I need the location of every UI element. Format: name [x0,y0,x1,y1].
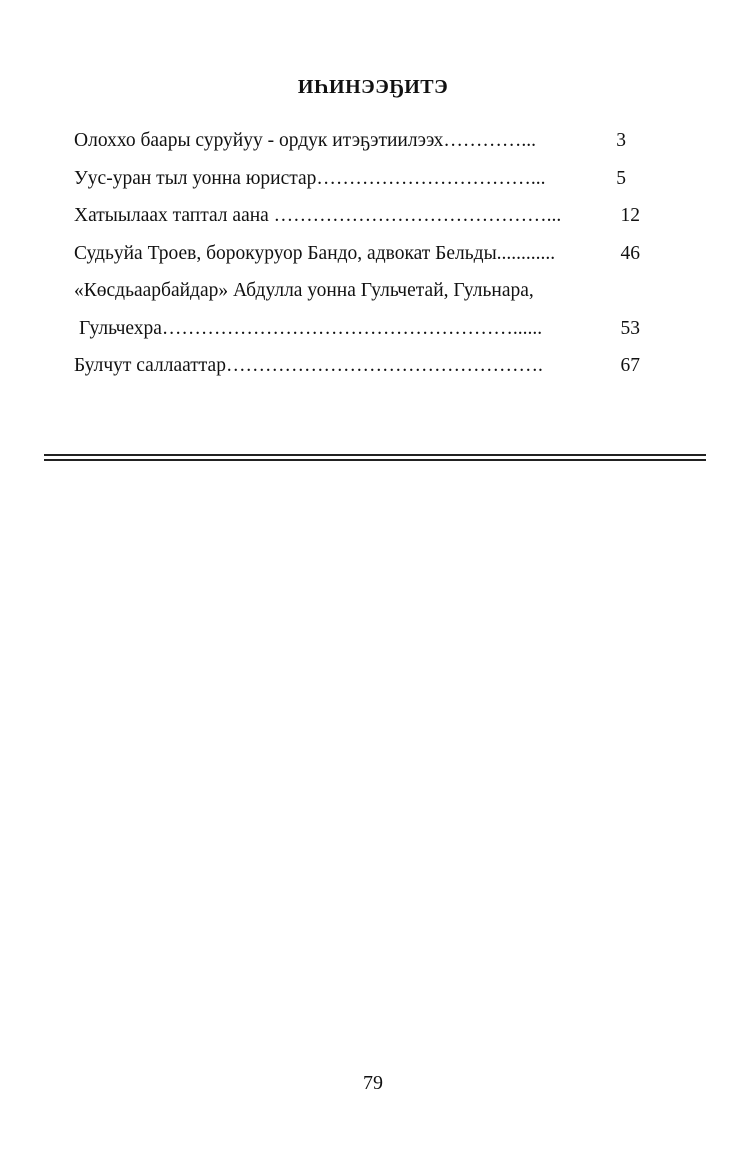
toc-entry-title: «Көсдьаарбайдар» Абдулла уонна Гульчетай, Гульнара, [74,280,534,301]
toc-entry-title: Уус-уран тыл уонна юристар……………………………... [74,167,546,189]
toc-entry-page: 5 [616,167,626,189]
toc-entry-title: Гульчехра………………………………………………...... [79,317,543,339]
toc-entry-title: Судьуйа Троев, борокуруор Бандо, адвокат Бельды............ [74,242,556,264]
toc-entry-page: 12 [620,205,640,226]
toc-entry [74,272,640,310]
toc-entry-page: 46 [620,242,640,264]
toc-entry [74,122,640,160]
toc-entry-continuation [74,310,640,348]
divider-line [44,459,706,461]
divider-line [44,454,706,456]
toc-entry-title: Булчут саллааттар…………………………………………. [74,355,543,376]
toc-entry [74,347,640,385]
toc-entry [74,160,640,198]
toc-entry [74,235,640,273]
toc-entry-page: 53 [620,317,640,339]
page-number: 79 [363,1072,383,1094]
page-title: ИҺИНЭЭҔИТЭ [297,76,449,98]
table-of-contents [74,122,640,385]
toc-entry-title: Хатыылаах таптал аана ……………………………………... [74,205,562,226]
toc-entry [74,197,640,235]
toc-entry-page: 67 [620,355,640,376]
toc-entry-title: Олоххо баары суруйуу - ордук итэҕэтиилээх…………... [74,130,536,151]
toc-entry-page: 3 [616,130,626,151]
